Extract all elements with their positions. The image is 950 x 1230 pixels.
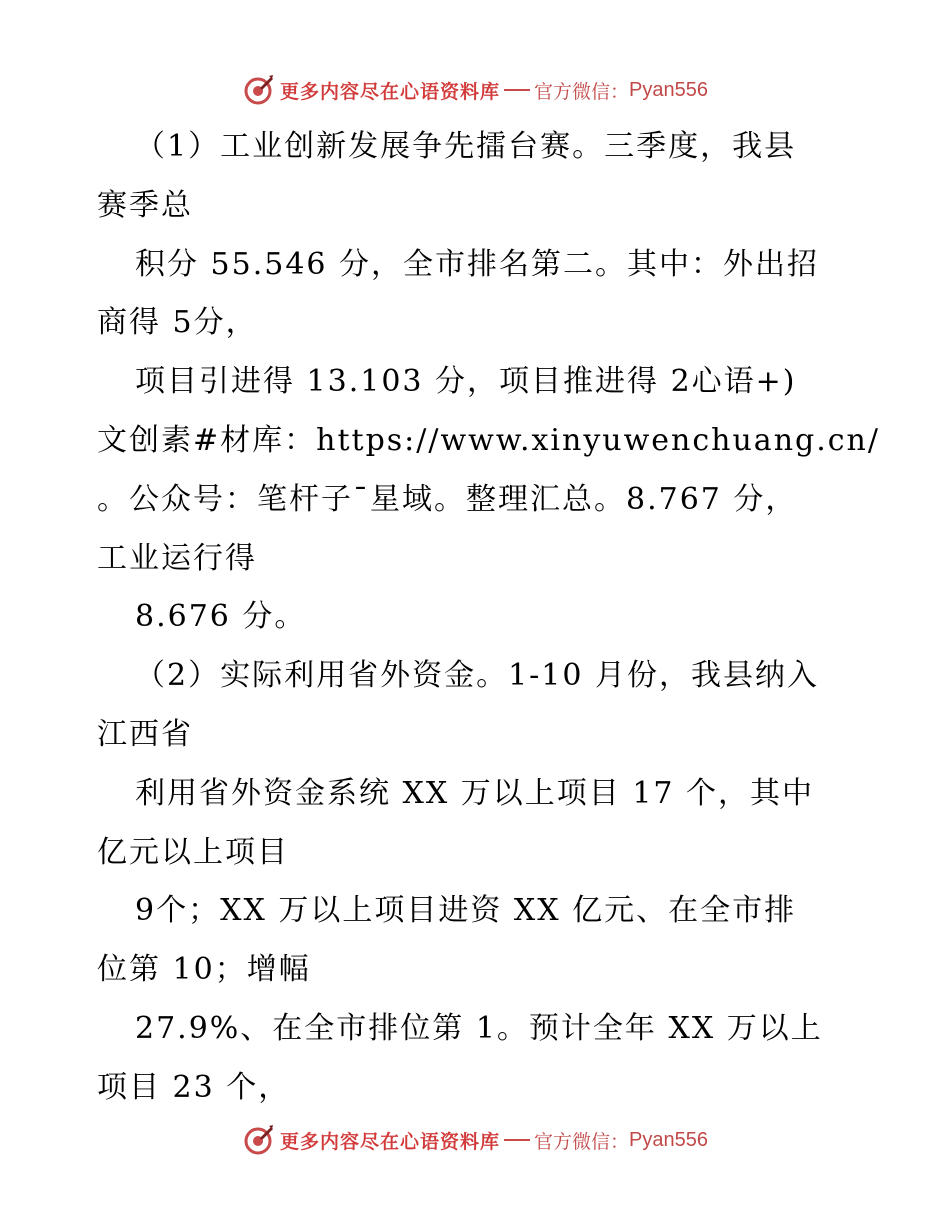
text-line: 9个；XX 万以上项目进资 XX 亿元、在全市排 <box>135 893 797 929</box>
text-line: 江西省 <box>97 716 193 752</box>
document-body <box>97 118 887 1118</box>
wechat-id: Pyan556 <box>629 78 708 101</box>
text-line: 赛季总 <box>97 187 193 223</box>
text-line: 项目引进得 13.103 分，项目推进得 2心语+) <box>135 364 797 400</box>
text-line: 8.676 分。 <box>135 599 307 635</box>
text-line: 积分 55.546 分，全市排名第二。其中：外出招 <box>135 246 820 282</box>
text-line: 。公众号：笔杆子¯星域。整理汇总。8.767 分， <box>97 481 798 517</box>
text-line: 利用省外资金系统 XX 万以上项目 17 个，其中 <box>135 775 815 811</box>
official-label: 官方微信： <box>534 80 630 103</box>
text-line: 项目 23 个， <box>97 1069 291 1105</box>
text-line: （2）实际利用省外资金。1-10 月份，我县纳入 <box>135 658 820 694</box>
brand-text: 更多内容尽在心语资料库 <box>280 1130 501 1153</box>
official-label: 官方微信： <box>534 1130 630 1153</box>
text-line: 文创素#材库：https://www.xinyuwenchuang.cn/ <box>97 422 880 458</box>
text-line: 商得 5分， <box>97 305 258 341</box>
banner-dash <box>504 89 530 91</box>
brand-logo-icon <box>242 1124 274 1156</box>
wechat-id: Pyan556 <box>629 1128 708 1151</box>
brand-logo-icon <box>242 74 274 106</box>
brand-text: 更多内容尽在心语资料库 <box>280 80 501 103</box>
text-line: 工业运行得 <box>97 540 257 576</box>
header-watermark-banner <box>0 70 950 110</box>
text-line: 27.9%、在全市排位第 1。预计全年 XX 万以上 <box>135 1010 823 1046</box>
banner-dash <box>504 1139 530 1141</box>
text-line: （1）工业创新发展争先擂台赛。三季度，我县 <box>135 129 797 164</box>
text-line: 位第 10；增幅 <box>97 952 311 988</box>
text-line: 亿元以上项目 <box>97 834 289 870</box>
footer-watermark-banner <box>0 1120 950 1160</box>
